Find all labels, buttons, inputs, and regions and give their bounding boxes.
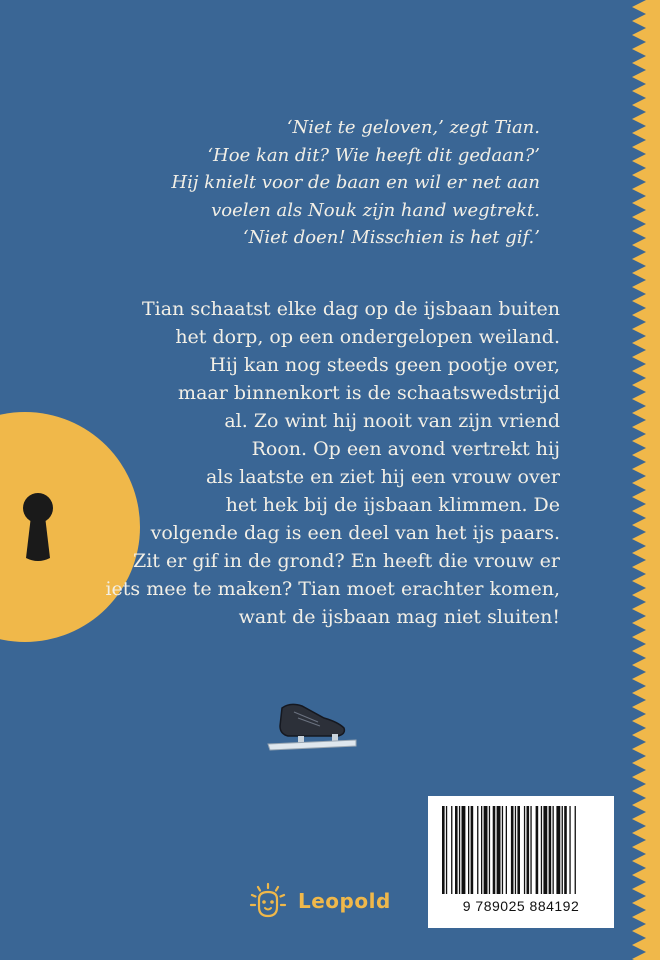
- barcode-bar: [553, 806, 554, 894]
- barcode-bar: [446, 806, 447, 894]
- barcode-bar: [451, 806, 452, 894]
- barcode: [428, 796, 614, 928]
- blurb-line: het hek bij de ijsbaan klimmen. De: [225, 494, 560, 516]
- blurb-line: Tian schaatst elke dag op de ijsbaan buiten: [142, 298, 560, 320]
- barcode-bar: [462, 806, 466, 894]
- blurb-line: maar binnenkort is de schaatswedstrijd: [178, 382, 560, 404]
- quote-line: ‘Hoe kan dit? Wie heeft dit gedaan?’: [207, 144, 540, 166]
- publisher-name: Leopold: [298, 889, 391, 913]
- barcode-bars: [442, 806, 600, 894]
- barcode-bar: [564, 806, 567, 894]
- blurb-line: het dorp, op een ondergelopen weiland.: [175, 326, 560, 348]
- barcode-bar: [477, 806, 478, 894]
- barcode-bar: [549, 806, 552, 894]
- barcode-bar: [556, 806, 560, 894]
- barcode-bar: [455, 806, 458, 894]
- barcode-bar: [543, 806, 547, 894]
- barcode-bar: [497, 806, 501, 894]
- barcode-bar: [527, 806, 530, 894]
- barcode-bar: [489, 806, 490, 894]
- barcode-bar: [459, 806, 460, 894]
- yellow-zigzag-edge: [616, 0, 660, 960]
- barcode-digits: 9 789025 884192: [462, 898, 580, 914]
- quote-line: Hij knielt voor de baan en wil er net aan: [171, 172, 540, 194]
- blurb-line: als laatste en ziet hij een vrouw over: [205, 466, 560, 488]
- quote-line: ‘Niet doen! Misschien is het gif.’: [242, 227, 540, 249]
- barcode-bar: [524, 806, 525, 894]
- barcode-bar: [493, 806, 496, 894]
- barcode-bar: [562, 806, 563, 894]
- ice-skate-icon: [264, 694, 364, 756]
- barcode-bar: [468, 806, 469, 894]
- barcode-bar: [484, 806, 488, 894]
- quote-block: [0, 114, 540, 252]
- barcode-bar: [530, 806, 531, 894]
- barcode-bar: [502, 806, 503, 894]
- blurb-line: Zit er gif in de grond? En heeft die vrouw er: [133, 550, 560, 572]
- blurb-line: al. Zo wint hij nooit van zijn vriend: [224, 410, 560, 432]
- blurb-line: want de ijsbaan mag niet sluiten!: [238, 606, 560, 628]
- barcode-bar: [515, 806, 516, 894]
- blurb-line: volgende dag is een deel van het ijs paars.: [150, 522, 560, 544]
- barcode-bar: [471, 806, 474, 894]
- blurb-line: Roon. Op een avond vertrekt hij: [251, 438, 560, 460]
- barcode-bar: [481, 806, 482, 894]
- blurb-line: iets mee te maken? Tian moet erachter komen,: [105, 578, 560, 600]
- publisher-logo: [248, 876, 391, 926]
- quote-line: ‘Niet te geloven,’ zegt Tian.: [286, 117, 540, 138]
- lion-logo-icon: [248, 881, 288, 921]
- quote-line: voelen als Nouk zijn hand wegtrekt.: [211, 199, 540, 221]
- barcode-bar: [511, 806, 514, 894]
- barcode-bar: [517, 806, 520, 894]
- barcode-bar: [536, 806, 539, 894]
- barcode-bar: [506, 806, 507, 894]
- barcode-bar: [569, 806, 570, 894]
- barcode-bar: [442, 806, 445, 894]
- barcode-bar: [541, 806, 542, 894]
- barcode-bar: [575, 806, 576, 894]
- blurb-block: [0, 295, 560, 631]
- blurb-line: Hij kan nog steeds geen pootje over,: [209, 354, 560, 376]
